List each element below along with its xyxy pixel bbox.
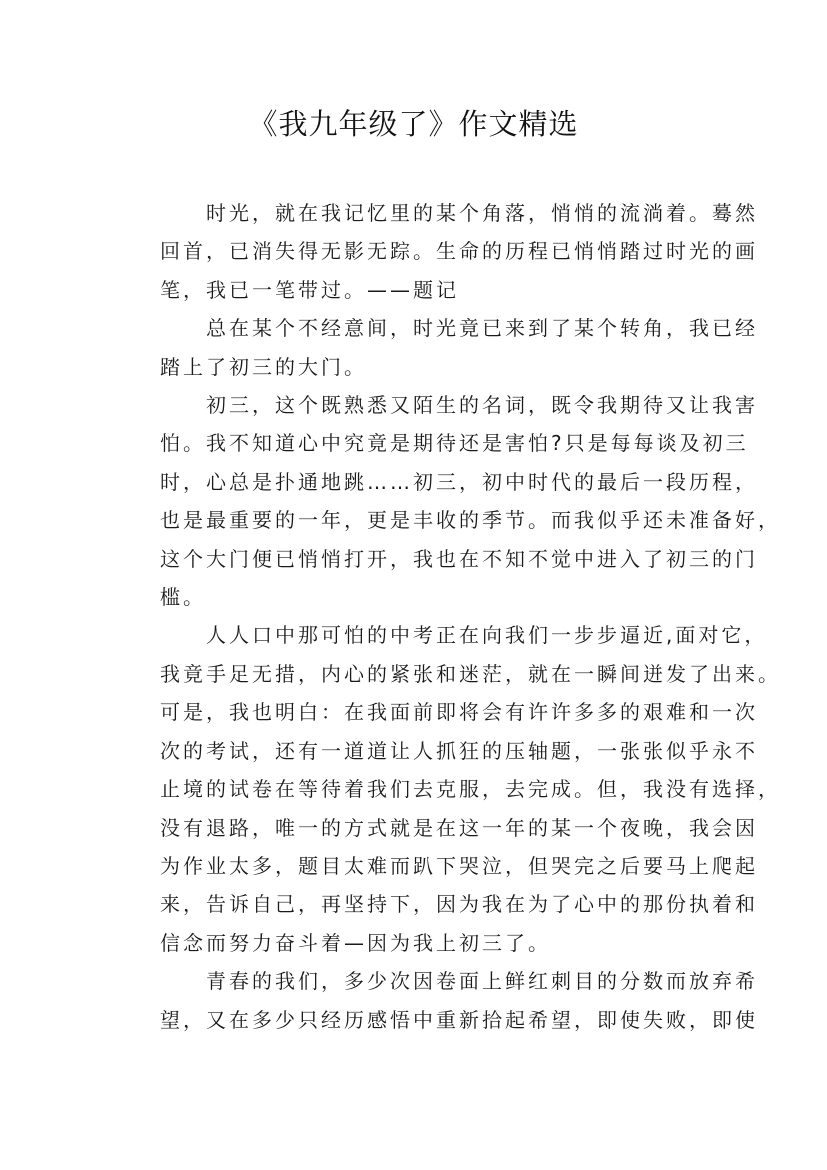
text-line: 时，心总是扑通地跳……初三，初中时代的最后一段历程，	[160, 469, 758, 494]
text-line: 可是，我也明白：在我面前即将会有许许多多的艰难和一次	[160, 700, 758, 725]
text-line: 也是最重要的一年，更是丰收的季节。而我似乎还未准备好，	[160, 508, 781, 533]
text-line: 人人口中那可怕的中考正在向我们一步步逼近,面对它，	[206, 623, 768, 648]
text-line: 信念而努力奋斗着—因为我上初三了。	[160, 930, 551, 955]
text-line: 这个大门便已悄悄打开，我也在不知不觉中进入了初三的门	[160, 546, 758, 571]
text-line: 时光，就在我记忆里的某个角落，悄悄的流淌着。蓦然	[206, 201, 758, 225]
text-line: 为作业太多，题目太难而趴下哭泣，但哭完之后要马上爬起	[160, 853, 758, 878]
text-line: 初三，这个既熟悉又陌生的名词，既令我期待又让我害	[206, 393, 758, 418]
paragraph-1	[120, 194, 758, 309]
paragraph-2	[120, 309, 758, 386]
text-line: 总在某个不经意间，时光竟已来到了某个转角，我已经	[206, 316, 758, 341]
paragraph-3	[120, 386, 781, 616]
text-line: 青春的我们，多少次因卷面上鲜红刺目的分数而放弃希	[206, 969, 758, 994]
paragraph-4	[120, 616, 781, 962]
text-line: 次的考试，还有一道道让人抓狂的压轴题，一张张似乎永不	[160, 738, 758, 763]
text-line: 没有退路，唯一的方式就是在这一年的某一个夜晚，我会因	[160, 815, 758, 840]
text-line: 望，又在多少只经历感悟中重新拾起希望，即使失败，即使	[160, 1007, 758, 1032]
document-title: 《我九年级了》作文精选	[248, 107, 579, 141]
text-line: 槛。	[160, 585, 206, 610]
text-line: 止境的试卷在等待着我们去克服，去完成。但，我没有选择，	[160, 777, 781, 802]
essay-body	[120, 194, 781, 1039]
text-line: 我竟手足无措，内心的紧张和迷茫，就在一瞬间迸发了出来。	[160, 661, 781, 686]
text-line: 怕。我不知道心中究竟是期待还是害怕?只是每每谈及初三	[160, 431, 749, 456]
text-line: 踏上了初三的大门。	[160, 354, 367, 379]
text-line: 笔，我已一笔带过。——题记	[160, 277, 459, 302]
text-line: 回首，已消失得无影无踪。生命的历程已悄悄踏过时光的画	[160, 239, 758, 264]
paragraph-5	[120, 962, 758, 1039]
text-line: 来，告诉自己，再坚持下，因为我在为了心中的那份执着和	[160, 892, 758, 917]
